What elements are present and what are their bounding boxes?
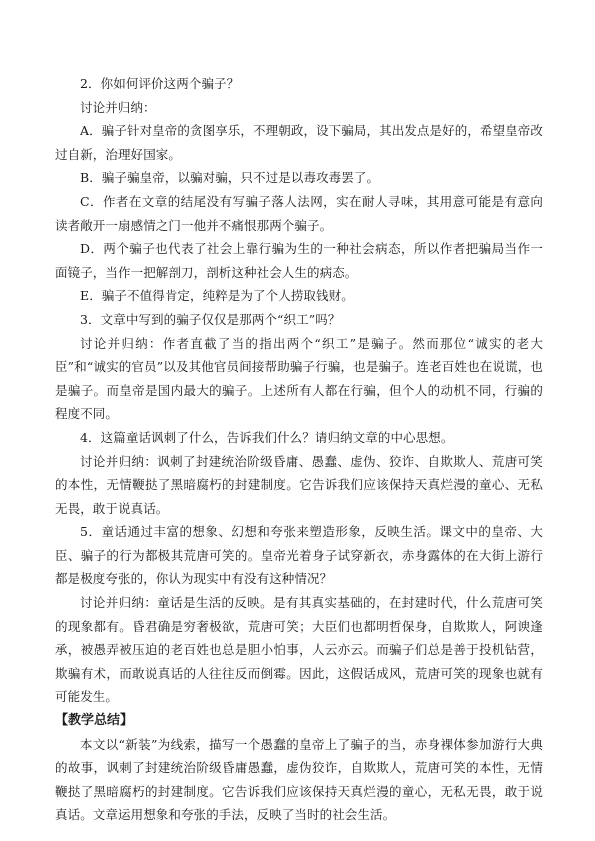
option-d: D．两个骗子也代表了社会上靠行骗为生的一种社会病态，所以作者把骗局当作一面镜子，当作一把解剖刀，剖析这种社会人生的病态。 [55, 241, 543, 280]
answer-5: 讨论并归纳：童话是生活的反映。是有其真实基础的，在封建时代，什么荒唐可笑的现象都有。昏君确是穷奢极欲，荒唐可笑；大臣们也都明哲保身，自欺欺人，阿谀逢承，被愚弄被压迫的老百姓也总是胆小怕事，人云亦云。而骗子们总是善于投机钻营，欺骗有术，而敢说真话的人往往反而倒霉。因此，这假话成风，荒唐可笑的现象也就有可能发生。 [55, 595, 543, 705]
answer-3: 讨论并归纳：作者直截了当的指出两个“织工”是骗子。然而那位“诚实的老大臣”和“诚实的官员”以及其他官员间接帮助骗子行骗，也是骗子。连老百姓也在说谎，也是骗子。而皇帝是国内最大的骗子。上述所有人都在行骗，但个人的动机不同，行骗的程度不同。 [55, 335, 543, 422]
option-c: C．作者在文章的结尾没有写骗子落人法网，实在耐人寻味，其用意可能是有意向读者敞开一扇感情之门一他并不痛恨那两个骗子。 [55, 193, 543, 233]
question-4: 4．这篇童话讽刺了什么，告诉我们什么？请归纳文章的中心思想。 [80, 429, 454, 445]
question-2: 2．你如何评价这两个骗子？ [80, 76, 240, 91]
option-a: A．骗子针对皇帝的贪图享乐，不理朝政，设下骗局，其出发点是好的，希望皇帝改过自新，治理好国家。 [55, 123, 543, 162]
summary-text: 本文以“新装”为线索，描写一个愚蠢的皇帝上了骗子的当，赤身裸体参加游行大典的故事，讽刺了封建统治阶级昏庸愚蠢，虚伪狡诈，自欺欺人，荒唐可笑的本性，无情鞭挞了黑暗腐朽的封建制度。它告诉我们应该保持天真烂漫的童心，无私无畏，敢于说真话。文章运用想象和夸张的手法，反映了当时的社会生活。 [55, 736, 543, 823]
discussion-label: 讨论并归纳： [80, 99, 156, 115]
summary-heading: 【教学总结】 [55, 713, 134, 729]
document-page [55, 72, 543, 827]
answer-4: 讨论并归纳：讽刺了封建统治阶级昏庸、愚蠢、虚伪、狡诈、自欺欺人、荒唐可笑的本性，无情鞭挞了黑暗腐朽的封建制度。它告诉我们应该保持天真烂漫的童心、无私无畏，敢于说真话。 [55, 453, 543, 516]
question-3: 3．文章中写到的骗子仅仅是那两个“织工”吗？ [80, 311, 341, 327]
option-e: E．骗子不值得肯定，纯粹是为了个人捞取钱财。 [80, 288, 354, 304]
option-b: B．骗子骗皇帝，以骗对骗，只不过是以毒攻毒罢了。 [80, 170, 380, 186]
question-5: 5．童话通过丰富的想象、幻想和夸张来塑造形象，反映生活。课文中的皇帝、大臣、骗子的行为都极其荒唐可笑的。皇帝光着身子试穿新衣，赤身露体的在大街上游行都是极度夸张的，你认为现实中有没有这种情况？ [55, 524, 543, 587]
